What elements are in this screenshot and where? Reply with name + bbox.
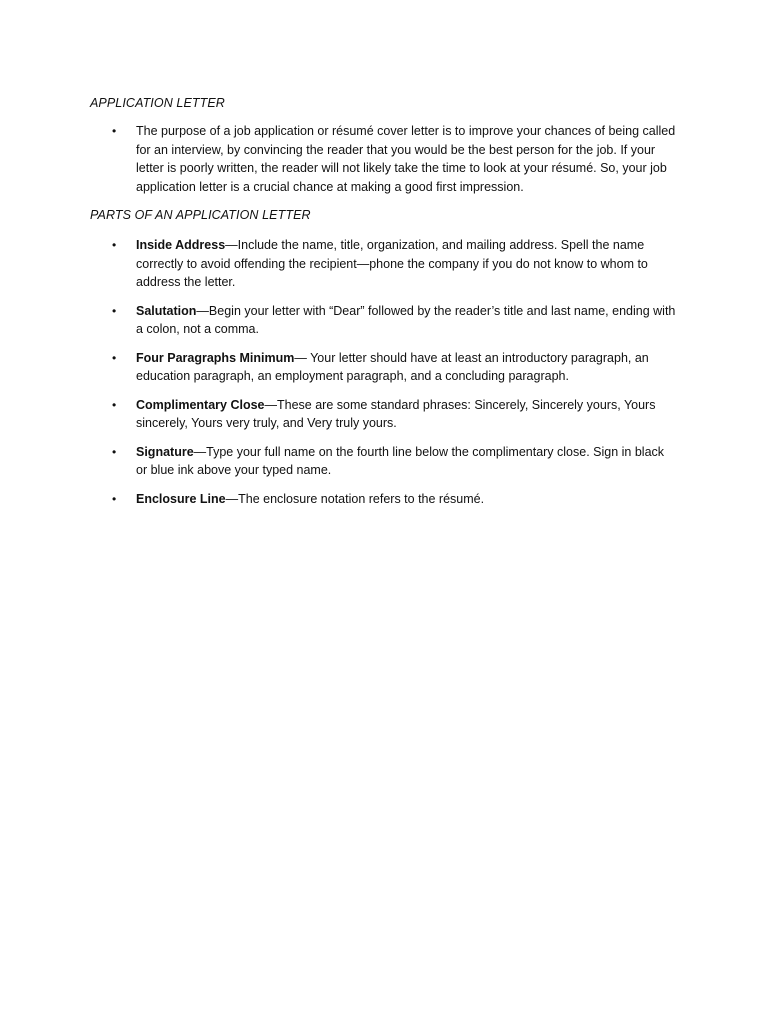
section-heading-application-letter: APPLICATION LETTER (90, 96, 225, 110)
list-item-four-paragraphs (90, 349, 678, 386)
bullet-icon: • (112, 124, 117, 138)
section-heading-parts: PARTS OF AN APPLICATION LETTER (90, 208, 311, 222)
bullet-text: —The enclosure notation refers to the résumé. (225, 491, 485, 506)
bullet-text: —Type your full name on the fourth line below the complimentary close. Sign in black or blue ink above your typed name. (136, 444, 665, 477)
bullet-text: —These are some standard phrases: Sincerely, Sincerely yours, Yours sincerely, Yours very truly, and Very truly yours. (136, 397, 656, 430)
bullet-icon: • (112, 397, 117, 412)
purpose-list (90, 122, 678, 196)
parts-list (90, 236, 678, 508)
bullet-term: Signature (136, 444, 194, 459)
list-item-inside-address (90, 236, 678, 292)
bullet-term: Salutation (136, 303, 197, 318)
bullet-icon: • (112, 491, 117, 506)
bullet-term: Inside Address (136, 238, 226, 252)
list-item-signature (90, 443, 678, 480)
bullet-term: Four Paragraphs Minimum (136, 350, 295, 365)
bullet-icon: • (112, 444, 117, 459)
list-item-purpose (90, 122, 678, 196)
list-item-complimentary-close (90, 396, 678, 433)
bullet-term: Enclosure Line (136, 491, 226, 506)
list-item-enclosure-line (90, 490, 678, 509)
bullet-text: —Include the name, title, organization, and mailing address. Spell the name correctly to avoid offending the recipient—phone the company if you do not know to whom to address the letter. (136, 238, 648, 289)
bullet-term: Complimentary Close (136, 397, 265, 412)
bullet-icon: • (112, 303, 117, 318)
bullet-text: —Begin your letter with “Dear” followed by the reader’s title and last name, ending with a colon, not a comma. (136, 303, 676, 336)
list-item-salutation (90, 302, 678, 339)
bullet-text: The purpose of a job application or résumé cover letter is to improve your chances of being called for an interview, by convincing the reader that you would be the best person for the job. If your letter is poorly written, the reader will not likely take the time to look at your résumé. So, your job application letter is a crucial chance at making a good first impression. (136, 124, 676, 194)
bullet-text: — Your letter should have at least an introductory paragraph, an education paragraph, an employment paragraph, and a concluding paragraph. (136, 350, 649, 383)
bullet-icon: • (112, 350, 117, 365)
bullet-icon: • (112, 238, 117, 252)
